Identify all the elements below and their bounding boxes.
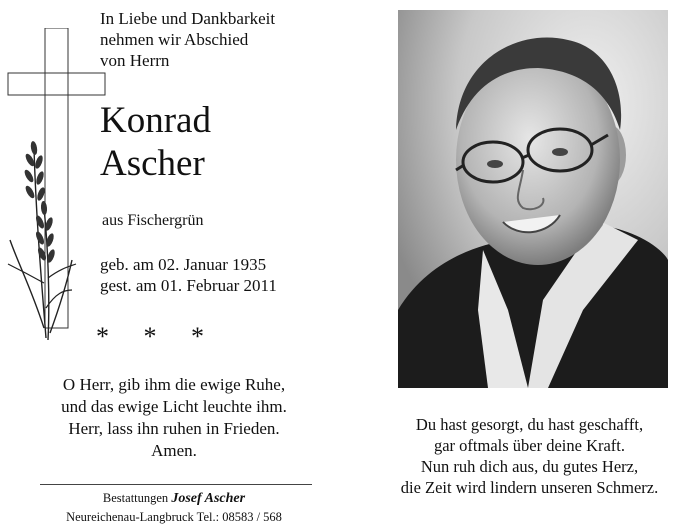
portrait-icon bbox=[398, 10, 668, 388]
cross-with-wheat-icon bbox=[6, 28, 106, 348]
verse-line-1: Du hast gesorgt, du hast geschafft, bbox=[415, 415, 644, 434]
prayer-line-1: O Herr, gib ihm die ewige Ruhe, bbox=[62, 375, 286, 394]
intro-line-3: von Herrn bbox=[100, 51, 170, 70]
funeral-home bbox=[0, 489, 348, 526]
funeral-home-divider bbox=[40, 484, 312, 485]
funeral-home-company: Josef Ascher bbox=[171, 491, 246, 506]
last-name: Ascher bbox=[100, 143, 205, 184]
prayer-text bbox=[0, 374, 348, 462]
deceased-name bbox=[100, 99, 211, 185]
intro-line-1: In Liebe und Dankbarkeit bbox=[100, 9, 276, 28]
memorial-verse bbox=[378, 414, 681, 498]
portrait-photo bbox=[398, 10, 668, 388]
prayer-line-2: und das ewige Licht leuchte ihm. bbox=[61, 397, 287, 416]
life-dates bbox=[100, 254, 277, 296]
intro-text bbox=[100, 8, 275, 71]
prayer-line-3: Herr, lass ihn ruhen in Frieden. bbox=[68, 419, 280, 438]
death-date: gest. am 01. Februar 2011 bbox=[100, 276, 277, 295]
verse-line-3: Nun ruh dich aus, du gutes Herz, bbox=[420, 457, 639, 476]
birth-date: geb. am 02. Januar 1935 bbox=[100, 255, 267, 274]
first-name: Konrad bbox=[100, 100, 211, 141]
verse-line-2: gar oftmals über deine Kraft. bbox=[433, 436, 626, 455]
funeral-home-address: Neureichenau-Langbruck Tel.: 08583 / 568 bbox=[66, 510, 282, 524]
funeral-home-name-line bbox=[0, 489, 348, 508]
prayer-line-4: Amen. bbox=[151, 441, 197, 460]
funeral-home-prefix: Bestattungen bbox=[102, 491, 169, 505]
intro-line-2: nehmen wir Abschied bbox=[100, 30, 249, 49]
verse-line-4: die Zeit wird lindern unseren Schmerz. bbox=[400, 478, 659, 497]
origin-text: aus Fischergrün bbox=[102, 212, 204, 229]
star-divider: * * * bbox=[96, 322, 218, 351]
